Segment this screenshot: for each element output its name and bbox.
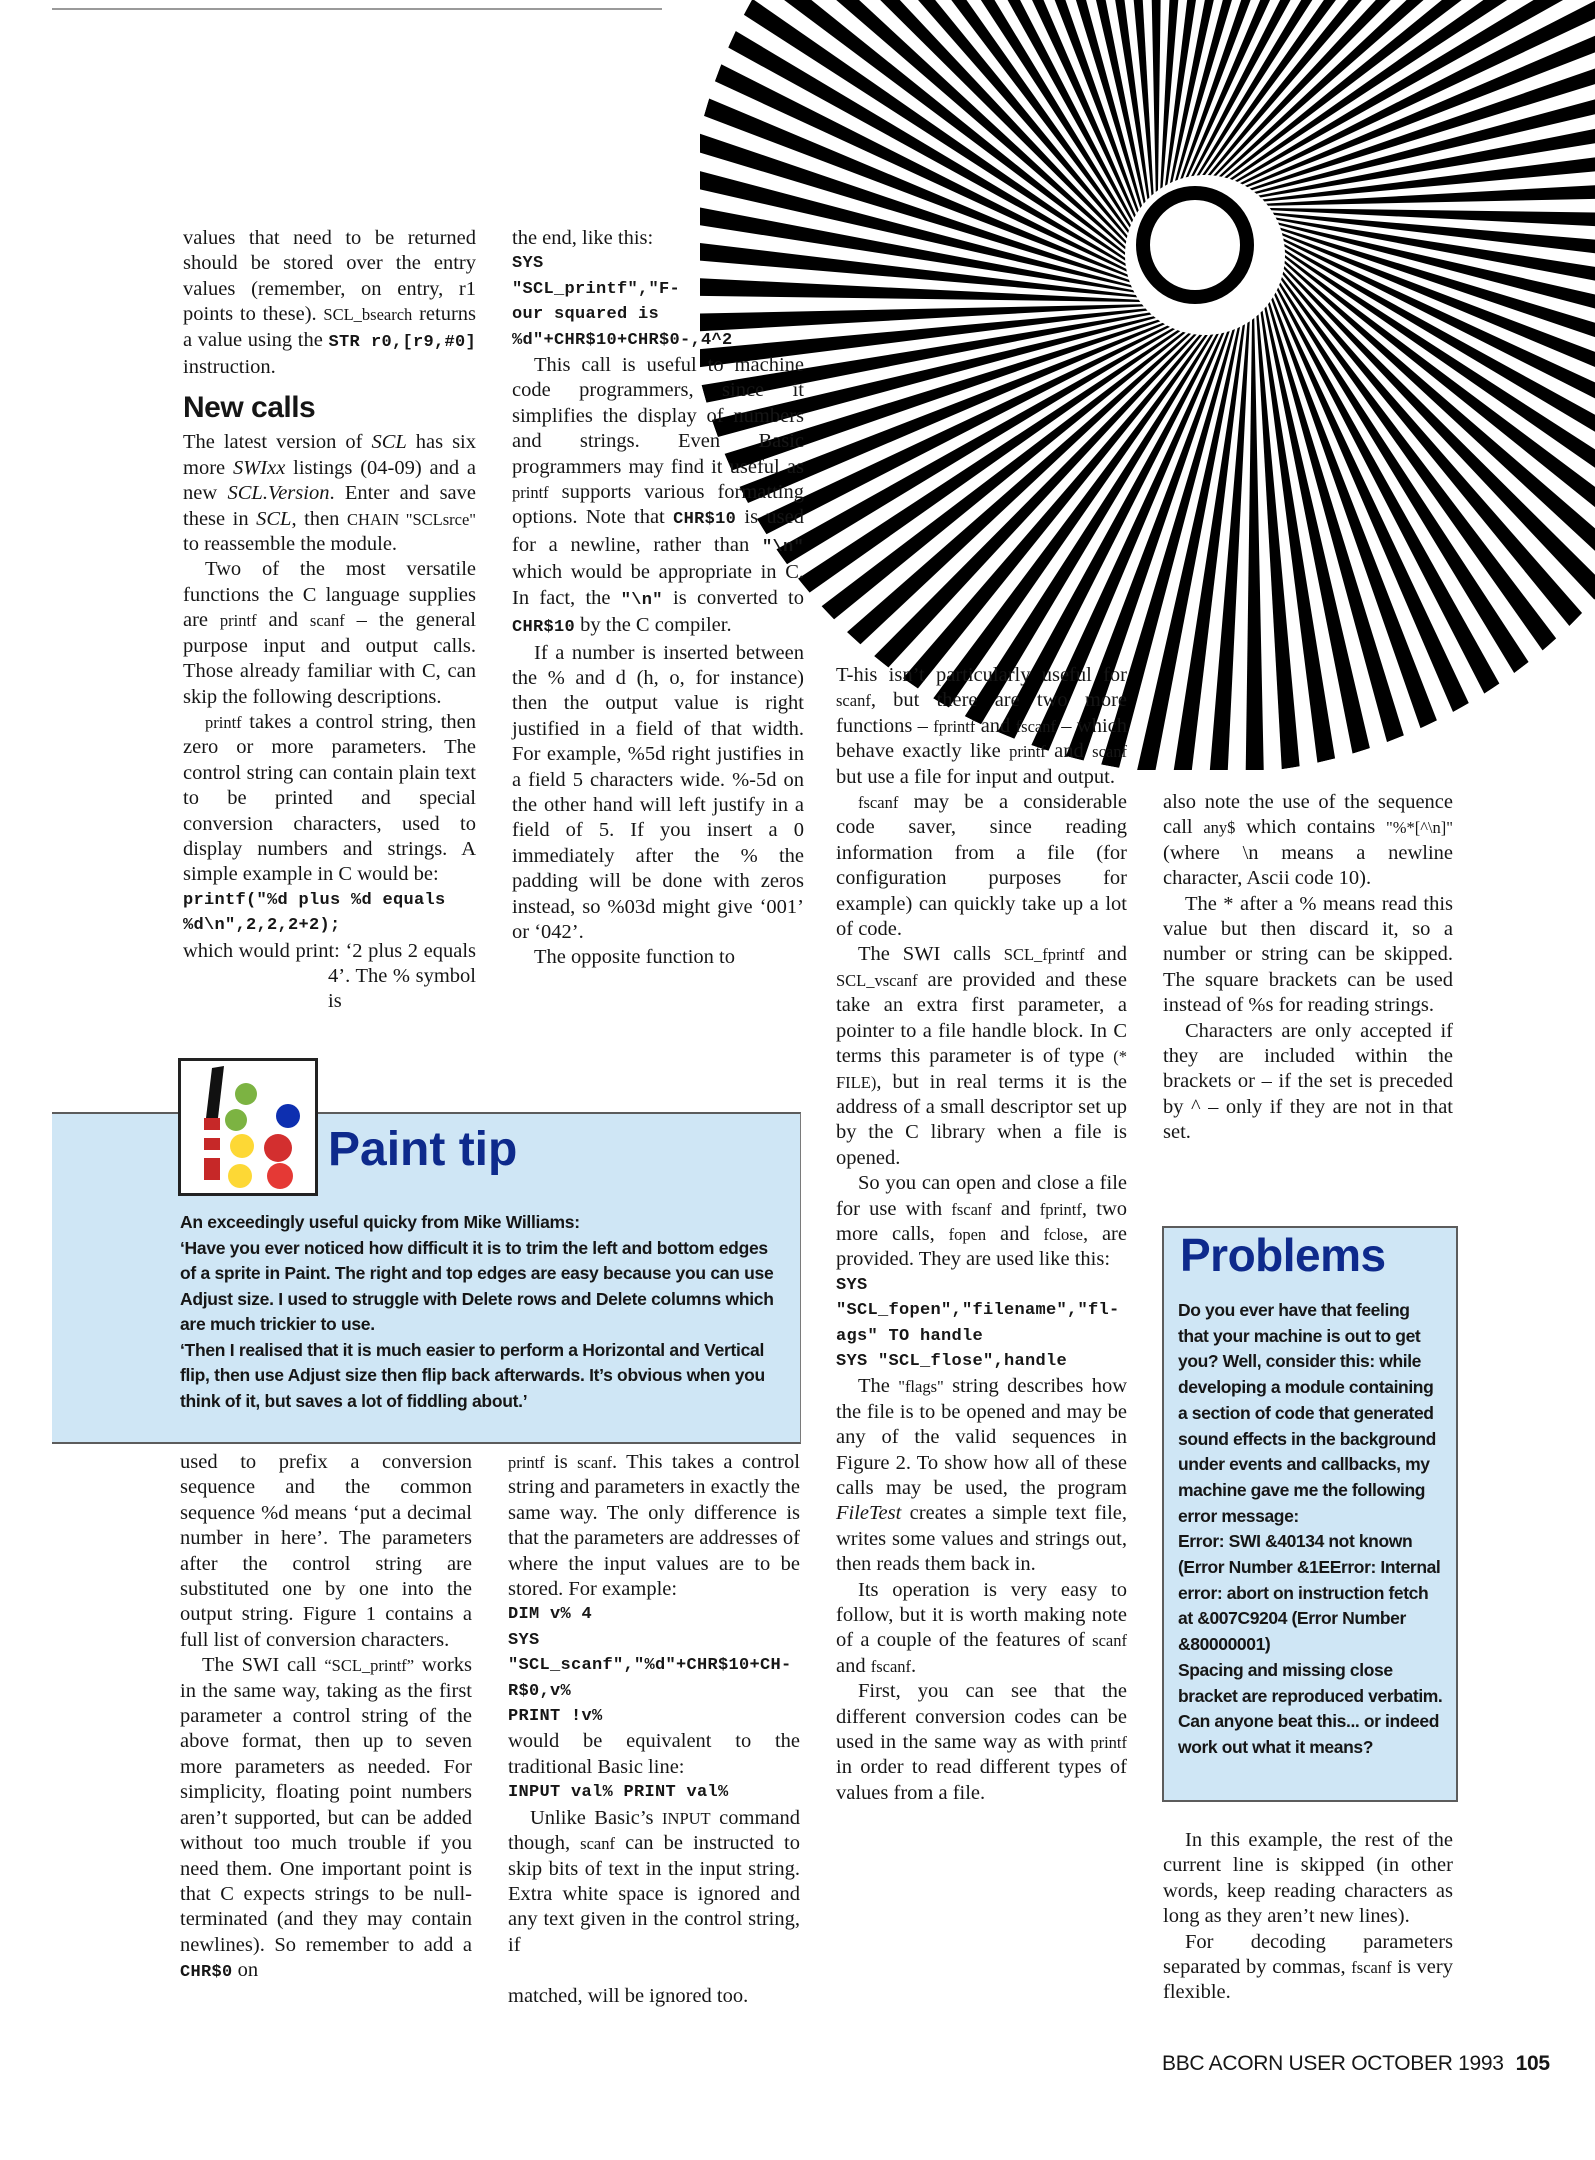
code-input: INPUT val% PRINT val% [508,1783,729,1803]
paragraph-opposite: The opposite function to [534,946,735,969]
paragraph-versatile: Two of the most versatile functions the C language supplies are printf and scanf – the general purpose input and output calls. Those already familiar with C, can skip the following descriptions. [183,558,476,708]
subheading-new-calls: New calls [183,391,316,425]
vortex-illustration [700,0,1595,770]
article-column-2 [512,226,804,971]
paragraph-also-note: also note the use of the sequence call any$ which contains "%*[^\n]" (where \n means a newline character, Ascii code 10). [1163,791,1453,890]
paragraph-scanf: printf is scanf. This takes a control string and parameters in exactly the same way. The only difference is that the parameters are addresses of where the input values are to be stored. For example: [508,1451,801,1601]
paragraph-number-inserted: If a number is inserted between the % and d (h, o, for instance) then the output value is right justified in a field of that width. For example, %5d right justifies in a field 5 characters wide. %-5d on the other hand will left justify in a field of 5. If you insert a 0 immediately after the % the padding will be done with zeros instead, so %03d might give ‘001’ or ‘042’. [512,641,804,943]
paragraph-print-result: which would print: ‘2 plus 2 equals 4’. The % symbol is [183,939,476,1013]
magazine-issue: BBC ACORN USER OCTOBER 1993 [1162,2052,1504,2075]
paint-tip-line: An exceedingly useful quicky from Mike Williams: [180,1212,580,1232]
top-rule [52,8,662,10]
paragraph-operation: Its operation is very easy to follow, but it is worth making note of a couple of the features of scanf and fscanf. [836,1578,1127,1677]
paragraph-matched: matched, will be ignored too. [508,1985,749,2008]
paint-tip-line: ‘Have you ever noticed how difficult it is to trim the left and bottom edges of a sprite in Paint. The right and top edges are easy because you can use Adjust size. I used to struggle with Delete rows and Delete columns which are much trickier to use. [180,1237,774,1334]
article-column-4-lower [1163,1828,1453,2006]
paragraph-unlike: Unlike Basic’s INPUT command though, scanf can be instructed to skip bits of text in the input string. Extra white space is ignored and any text given in the control string, if [508,1806,800,1956]
problems-title: Problems [1180,1229,1386,1281]
paragraph-star: The * after a % means read this value but then discard it, so a number or string can be skipped. The square brackets can be used instead of %s for reading strings. [1163,892,1453,1017]
problems-line: Do you ever have that feeling that your machine is out to get you? Well, consider this: while developing a module containing a section of code that generated sound effects in the background under events and callbacks, my machine gave me the following error message: [1178,1300,1436,1526]
vortex-eye [1143,193,1247,297]
code-dim-scanf: DIM v% 4 SYS "SCL_scanf","%d"+CHR$10+CH-R$0,v% PRINT !v% [508,1605,792,1727]
code-fopen: SYS "SCL_fopen","filename","fl-ags" TO handle SYS "SCL_flose",handle [836,1275,1120,1371]
paragraph-printf: printf takes a control string, then zero or more parameters. The control string can contain plain text to be printed and special conversion characters, used to display numbers and strings. A simple example in C would be: [183,710,476,886]
article-column-4 [1163,790,1453,1146]
paragraph-useful: This call is useful to machine code programmers, since it simplifies the display of numbers and strings. Even Basic programmers may find it useful as printf supports various formatting options. Note that CHR$10 is used for a newline, rather than "\n" which would be appropriate in C. In fact, the "\n" is converted to CHR$10 by the C compiler. [512,354,804,638]
paragraph-flags: The "flags" string describes how the file is to be opened and may be any of the valid sequences in Figure 2. To show how all of these calls may be used, the program FileTest creates a simple text file, writes some values and strings out, then reads them back in. [836,1375,1127,1576]
paragraph-swi-call: The SWI call “SCL_printf” works in the same way, taking as the first parameter a control string of the above format, then up to seven more parameters as needed. For simplicity, floating point numbers aren’t supported, but can be added without too much trouble if you need them. One important point is that C expects strings to be null-terminated (and they may contain newlines). So remember to add a CHR$0 on [180,1654,473,1983]
problems-line: Error: SWI &40134 not known (Error Number &1EError: Internal error: abort on instruction fetch at &007C9204 (Error Number &80000001) [1178,1531,1441,1655]
problems-line: Spacing and missing close bracket are reproduced verbatim. Can anyone beat this... or indeed work out what it means? [1178,1659,1443,1757]
paragraph-end: the end, like this: [512,227,654,249]
paint-palette-icon [178,1058,318,1196]
paint-tip-body [180,1210,788,1414]
paragraph-characters: Characters are only accepted if they are included within the brackets or – if the set is preceded by ^ – only if they are not in that set. [1163,1019,1453,1144]
paragraph-equivalent: would be equivalent to the traditional Basic line: [508,1730,800,1778]
article-column-6 [508,1450,800,2010]
paragraph-first: First, you can see that the different conversion codes can be used in the same way as with printf in order to read different types of values from a file. [836,1680,1127,1804]
page-footer [1162,2052,1550,2076]
code-sys-printf: SYS "SCL_printf","F-our squared is %d"+CHR$10+CHR$0-,4^2 [512,254,733,350]
problems-body [1178,1298,1444,1761]
article-column-1 [183,226,476,1015]
article-column-3 [836,663,1127,1806]
paragraph-in-this-example: In this example, the rest of the current line is skipped (in other words, keep reading characters as long as they aren’t new lines). [1163,1829,1453,1928]
paragraph-this-isnt: T-his isn’t particularly useful for scanf, but there are two more functions – fprintf and fscanf – which behave exactly like printf and scanf but use a file for input and output. [836,664,1127,788]
paragraph-intro: values that need to be returned should be stored over the entry values (remember, on entry, r1 points to these). SCL_bsearch returns a value using the STR r0,[r9,#0] instruction. [183,227,476,379]
paragraph-prefix: used to prefix a conversion sequence and the common sequence %d means ‘put a decimal number in here’. The parameters after the control string are substituted one by one into the output string. Figure 1 contains a full list of conversion characters. [180,1451,472,1651]
paragraph-fscanf: fscanf may be a considerable code saver, since reading information from a file (for configuration purposes for example) can quickly take up a lot of code. [836,791,1127,941]
page-number: 105 [1515,2052,1550,2075]
article-column-5 [180,1450,472,1986]
paint-tip-line: ‘Then I realised that it is much easier to perform a Horizontal and Vertical flip, then use Adjust size then flip back afterwards. It’s obvious when you think of it, but saves a lot of fiddling about.’ [180,1339,765,1411]
code-printf: printf("%d plus %d equals %d\n",2,2,2+2); [183,890,446,936]
paint-tip-title: Paint tip [328,1123,518,1176]
paragraph-swi-calls: The SWI calls SCL_fprintf and SCL_vscanf are provided and these take an extra first parameter, a pointer to a file handle block. In C terms this parameter is of type (* FILE), but in real terms it is the address of a small descriptor set up by the C library when a file is opened. [836,943,1127,1169]
paragraph-decoding: For decoding parameters separated by commas, fscanf is very flexible. [1163,1930,1453,2004]
paragraph-latest-version: The latest version of SCL has six more SWIxx listings (04-09) and a new SCL.Version. Enter and save these in SCL, then CHAIN "SCLsrce" to reassemble the module. [183,431,477,556]
paragraph-open-close: So you can open and close a file for use with fscanf and fprintf, two more calls, fopen and fclose, are provided. They are used like this: [836,1172,1127,1271]
